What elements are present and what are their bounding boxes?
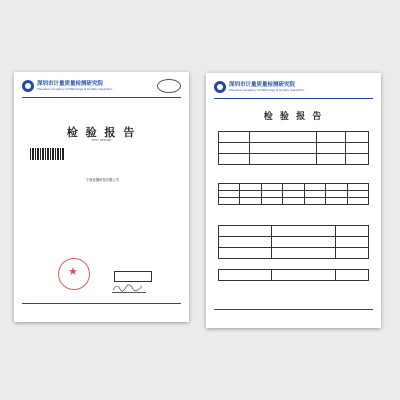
table-cell <box>250 143 317 153</box>
table-cell <box>240 191 261 197</box>
table-cell <box>219 191 240 197</box>
institute-name-en: Shenzhen Academy of Metrology & Quality Inspection <box>229 88 305 92</box>
table-cell <box>317 154 346 164</box>
table-cell <box>348 198 368 204</box>
results-table <box>218 269 369 281</box>
table-cell <box>219 132 250 142</box>
table-row <box>219 143 368 154</box>
table-cell <box>219 143 250 153</box>
accreditation-mark-icon <box>157 79 181 93</box>
table-cell <box>305 198 326 204</box>
table-cell <box>272 270 336 280</box>
info-row <box>62 186 162 195</box>
table-cell <box>348 191 368 197</box>
table-cell <box>283 198 304 204</box>
results-table <box>218 131 369 165</box>
info-row <box>62 211 162 220</box>
table-row <box>219 270 368 280</box>
table-row <box>219 191 368 198</box>
table-cell <box>219 226 272 236</box>
table-cell <box>219 248 272 258</box>
measurement-grid <box>218 183 369 205</box>
table-cell <box>305 191 326 197</box>
table-cell <box>219 184 240 190</box>
institute-header <box>22 79 181 95</box>
approval-stamp <box>114 271 152 282</box>
header-divider <box>22 97 181 98</box>
table-cell <box>317 143 346 153</box>
table-cell <box>326 184 347 190</box>
report-results-page <box>206 73 381 328</box>
table-cell <box>346 143 368 153</box>
table-cell <box>219 270 272 280</box>
table-cell <box>348 184 368 190</box>
table-cell <box>283 191 304 197</box>
table-cell <box>240 184 261 190</box>
info-value: 宁波佳馨科技有限公司 <box>86 178 119 182</box>
signature <box>112 284 146 293</box>
table-row <box>219 226 368 237</box>
table-cell <box>250 154 317 164</box>
table-row <box>219 248 368 258</box>
table-cell <box>250 132 317 142</box>
report-cover-page <box>14 72 189 322</box>
table-row <box>219 198 368 204</box>
report-subtitle: TEST REPORT <box>91 138 112 142</box>
header-divider <box>214 98 373 99</box>
info-row <box>62 203 162 212</box>
table-cell <box>346 154 368 164</box>
table-cell <box>219 154 250 164</box>
table-cell <box>317 132 346 142</box>
table-cell <box>305 184 326 190</box>
table-cell <box>283 184 304 190</box>
table-cell <box>262 184 283 190</box>
official-red-seal <box>58 258 90 290</box>
table-row <box>219 132 368 143</box>
table-cell <box>272 248 336 258</box>
table-cell <box>262 198 283 204</box>
institute-logo-icon <box>22 80 34 92</box>
footer-divider <box>214 309 373 310</box>
table-cell <box>336 248 368 258</box>
table-cell <box>326 198 347 204</box>
table-cell <box>272 237 336 247</box>
institute-name-en: Shenzhen Academy of Metrology & Quality Inspection <box>37 87 113 91</box>
info-row <box>62 194 162 203</box>
table-row <box>219 184 368 191</box>
table-cell <box>336 270 368 280</box>
report-info-fields <box>62 177 162 228</box>
info-row <box>62 177 162 186</box>
table-cell <box>272 226 336 236</box>
info-row <box>62 220 162 229</box>
table-cell <box>240 198 261 204</box>
institute-header <box>214 80 373 96</box>
table-cell <box>219 198 240 204</box>
footer-divider <box>22 303 181 304</box>
table-cell <box>336 226 368 236</box>
table-row <box>219 237 368 248</box>
table-row <box>219 154 368 164</box>
results-table <box>218 225 369 259</box>
table-cell <box>346 132 368 142</box>
institute-logo-icon <box>214 81 226 93</box>
table-cell <box>219 237 272 247</box>
report-title: 检 验 报 告 <box>263 112 324 122</box>
table-cell <box>326 191 347 197</box>
table-cell <box>262 191 283 197</box>
institute-name: 深圳市计量质量检测研究院 <box>37 81 104 87</box>
table-cell <box>336 237 368 247</box>
report-title: 检 验 报 告 <box>66 126 137 139</box>
report-barcode <box>30 148 64 160</box>
institute-name: 深圳市计量质量检测研究院 <box>229 82 296 88</box>
